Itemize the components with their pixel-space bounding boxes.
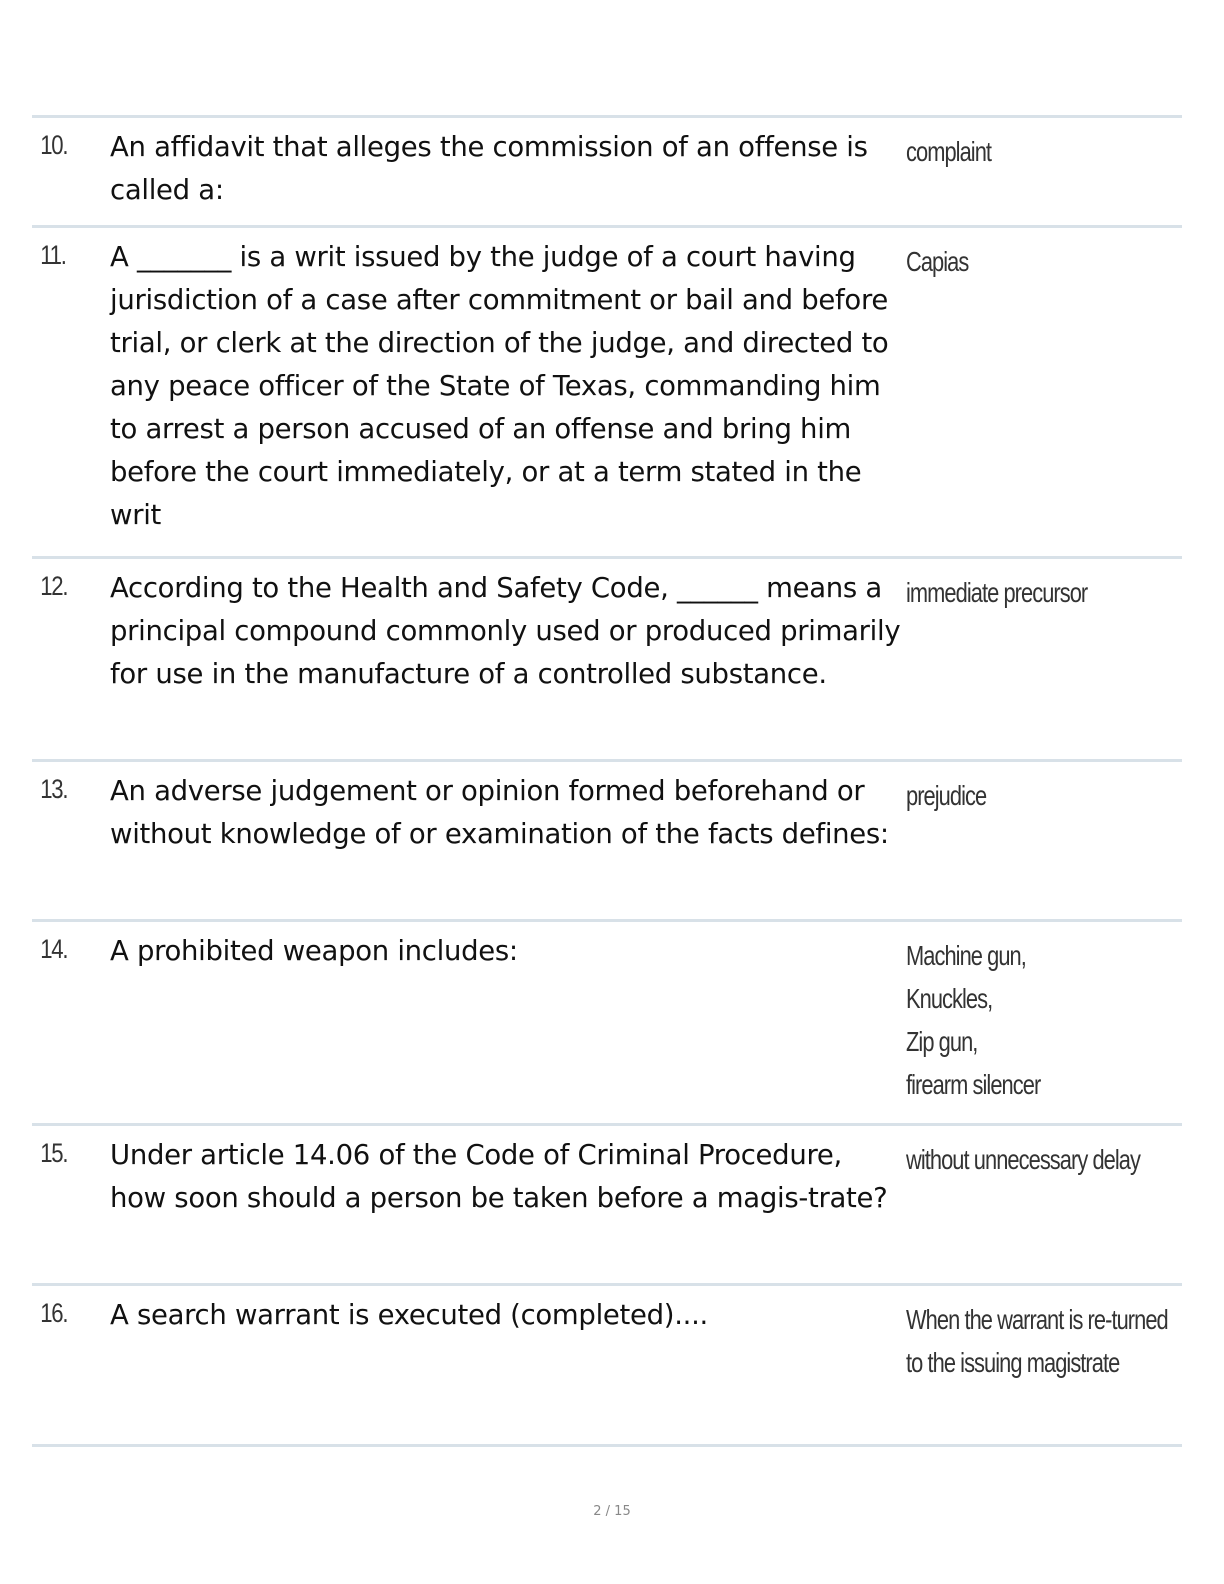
page-indicator: 2 / 15 [593,1504,631,1519]
card-term: An adverse judgement or opinion formed beforehand or without knowledge of or examination of the facts defines: [110,775,889,850]
card-definition [906,236,1182,536]
flashcard-row [32,922,1182,1126]
card-number: 15. [40,1138,68,1168]
card-definition [906,567,1182,739]
card-term: A _______ is a writ issued by the judge of a court having jurisdiction of a case after commitment or bail and before trial, or clerk at the direction of the judge, and directed to any peace officer of the State of Texas, commanding him to arrest a person accused of an offense and bring him before the court immediately, or at a term stated in the writ [110,241,889,531]
card-number: 13. [40,774,68,804]
card-definition [906,1134,1182,1263]
card-number: 16. [40,1298,68,1328]
card-definition [906,1294,1182,1424]
card-definition-text: prejudice [906,780,987,811]
card-term: Under article 14.06 of the Code of Criminal Procedure, how soon should a person be taken before a magis-trate? [110,1139,888,1214]
card-definition-text: immediate precursor [906,577,1088,608]
flashcard-row [32,118,1182,228]
card-definition [906,126,1182,205]
flashcard-row [32,559,1182,762]
card-definition [906,930,1182,1103]
card-term: A prohibited weapon includes: [110,935,518,967]
card-definition [906,770,1182,899]
card-number: 11. [40,240,66,270]
card-definition-text: When the warrant is re-turned to the issuing magistrate [906,1304,1168,1378]
card-term: A search warrant is executed (completed).... [110,1299,708,1331]
card-number: 10. [40,130,68,160]
flashcard-row [32,762,1182,922]
card-term: An affidavit that alleges the commission of an offense is called a: [110,131,868,206]
flashcard-row [32,1286,1182,1447]
card-definition-text: Machine gun, Knuckles, Zip gun, firearm silencer [906,940,1041,1100]
flashcard-row [32,228,1182,559]
card-term: According to the Health and Safety Code, ______ means a principal compound commonly used or produced primarily for use in the manufacture of a controlled substance. [110,572,901,690]
flashcard-list [32,115,1182,1447]
card-definition-text: complaint [906,136,992,167]
flashcard-row [32,1126,1182,1286]
card-number: 12. [40,571,68,601]
card-definition-text: without unnecessary delay [906,1144,1140,1175]
card-definition-text: Capias [906,246,969,277]
card-number: 14. [40,934,68,964]
